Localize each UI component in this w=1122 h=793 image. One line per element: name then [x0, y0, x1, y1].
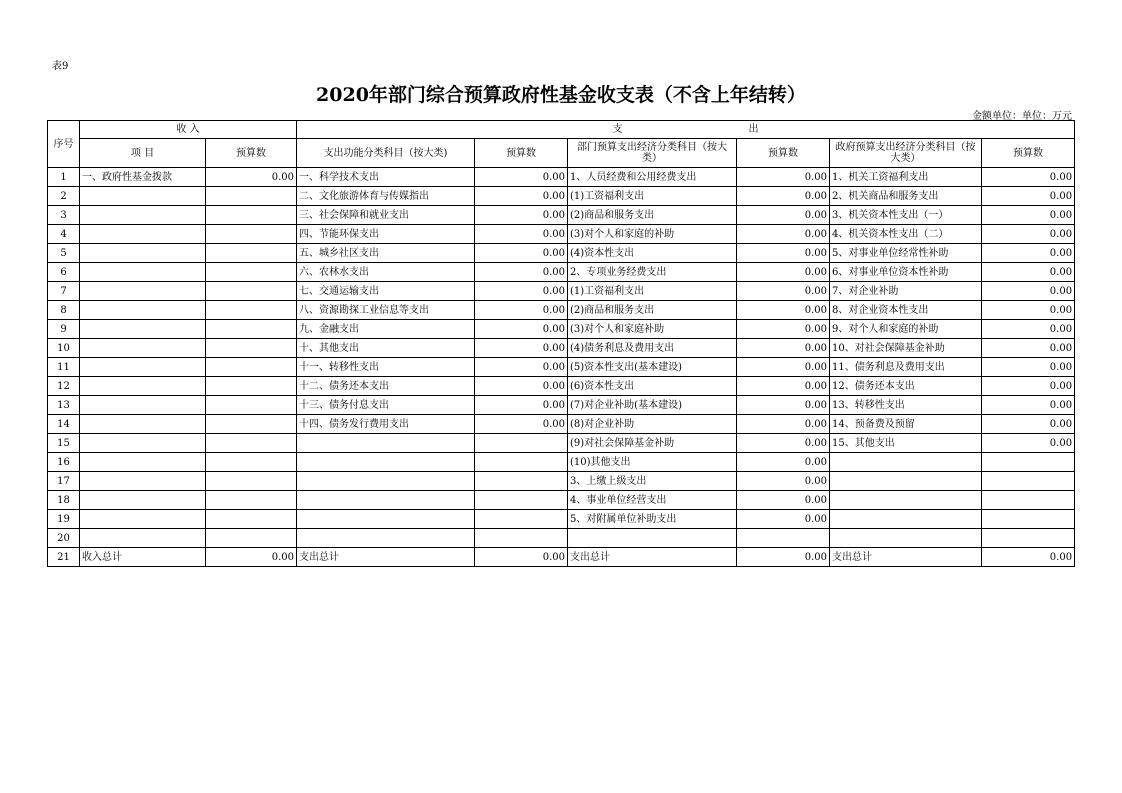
gov-budget-cell: 0.00 — [982, 301, 1075, 320]
expense-header-char-2: 出 — [748, 124, 759, 135]
gov-budget-cell — [982, 491, 1075, 510]
table-number: 表9 — [52, 61, 69, 72]
table-row — [48, 225, 1075, 244]
table-row — [48, 510, 1075, 529]
func-class-cell: 支出总计 — [297, 548, 475, 567]
func-budget-cell: 0.00 — [475, 301, 568, 320]
gov-econ-cell: 6、对事业单位资本性补助 — [830, 263, 982, 282]
func-class-cell: 十二、债务还本支出 — [297, 377, 475, 396]
table-row — [48, 434, 1075, 453]
dept-econ-cell: (2)商品和服务支出 — [568, 301, 737, 320]
income-budget-cell — [206, 453, 297, 472]
gov-budget-cell: 0.00 — [982, 206, 1075, 225]
gov-econ-cell: 9、对个人和家庭的补助 — [830, 320, 982, 339]
seq-cell: 21 — [48, 548, 80, 567]
income-item-cell — [80, 510, 206, 529]
dept-econ-cell: (6)资本性支出 — [568, 377, 737, 396]
income-item-cell — [80, 225, 206, 244]
table-row — [48, 472, 1075, 491]
seq-cell: 11 — [48, 358, 80, 377]
dept-econ-cell: (8)对企业补助 — [568, 415, 737, 434]
income-budget-cell — [206, 244, 297, 263]
seq-cell: 2 — [48, 187, 80, 206]
income-budget-cell — [206, 491, 297, 510]
dept-budget-cell: 0.00 — [737, 263, 830, 282]
income-budget-cell — [206, 415, 297, 434]
gov-econ-header: 政府预算支出经济分类科目（按大类） — [830, 139, 982, 168]
table-row — [48, 529, 1075, 548]
gov-econ-cell: 11、债务利息及费用支出 — [830, 358, 982, 377]
gov-econ-cell: 3、机关资本性支出（一） — [830, 206, 982, 225]
dept-budget-cell: 0.00 — [737, 187, 830, 206]
seq-cell: 17 — [48, 472, 80, 491]
gov-econ-cell: 5、对事业单位经常性补助 — [830, 244, 982, 263]
income-item-cell — [80, 282, 206, 301]
gov-budget-cell: 0.00 — [982, 282, 1075, 301]
func-class-cell — [297, 491, 475, 510]
seq-cell: 19 — [48, 510, 80, 529]
dept-budget-cell: 0.00 — [737, 453, 830, 472]
gov-budget-cell — [982, 510, 1075, 529]
income-budget-cell — [206, 510, 297, 529]
seq-cell: 5 — [48, 244, 80, 263]
dept-budget-cell: 0.00 — [737, 225, 830, 244]
dept-budget-cell: 0.00 — [737, 396, 830, 415]
income-header: 收 入 — [80, 121, 297, 139]
page-title: 2020年部门综合预算政府性基金收支表（不含上年结转） — [316, 84, 806, 106]
func-class-cell: 六、农林水支出 — [297, 263, 475, 282]
func-class-cell: 十一、转移性支出 — [297, 358, 475, 377]
income-budget-cell — [206, 301, 297, 320]
seq-cell: 8 — [48, 301, 80, 320]
dept-econ-cell: 4、事业单位经营支出 — [568, 491, 737, 510]
expense-header-char-1: 支 — [612, 124, 623, 135]
table-row — [48, 187, 1075, 206]
income-budget-cell: 0.00 — [206, 168, 297, 187]
gov-budget-cell — [982, 472, 1075, 491]
func-class-cell: 八、资源勘探工业信息等支出 — [297, 301, 475, 320]
dept-econ-cell: 1、人员经费和公用经费支出 — [568, 168, 737, 187]
gov-budget-cell: 0.00 — [982, 168, 1075, 187]
dept-budget-cell: 0.00 — [737, 510, 830, 529]
seq-cell: 6 — [48, 263, 80, 282]
table-row — [48, 244, 1075, 263]
table-row — [48, 168, 1075, 187]
func-budget-cell — [475, 472, 568, 491]
income-budget-cell — [206, 320, 297, 339]
func-class-cell: 四、节能环保支出 — [297, 225, 475, 244]
func-budget-header: 预算数 — [475, 139, 568, 168]
income-budget-cell — [206, 358, 297, 377]
func-class-cell: 七、交通运输支出 — [297, 282, 475, 301]
gov-econ-cell: 8、对企业资本性支出 — [830, 301, 982, 320]
income-budget-cell — [206, 339, 297, 358]
income-budget-cell — [206, 472, 297, 491]
dept-econ-cell: (4)债务利息及费用支出 — [568, 339, 737, 358]
table-row — [48, 263, 1075, 282]
gov-econ-cell: 13、转移性支出 — [830, 396, 982, 415]
dept-econ-cell: (7)对企业补助(基本建设) — [568, 396, 737, 415]
dept-econ-cell: 5、对附属单位补助支出 — [568, 510, 737, 529]
table-row — [48, 206, 1075, 225]
func-class-cell: 十四、债务发行费用支出 — [297, 415, 475, 434]
income-budget-cell: 0.00 — [206, 548, 297, 567]
income-item-cell — [80, 206, 206, 225]
income-item-cell — [80, 263, 206, 282]
table-row — [48, 377, 1075, 396]
header-row-2 — [48, 139, 1075, 168]
table-row — [48, 282, 1075, 301]
income-budget-cell — [206, 377, 297, 396]
dept-budget-cell — [737, 529, 830, 548]
income-item-cell — [80, 377, 206, 396]
gov-econ-cell: 7、对企业补助 — [830, 282, 982, 301]
gov-budget-header: 预算数 — [982, 139, 1075, 168]
income-budget-cell — [206, 434, 297, 453]
func-budget-cell — [475, 510, 568, 529]
dept-econ-cell: (3)对个人和家庭的补助 — [568, 225, 737, 244]
func-class-cell — [297, 453, 475, 472]
dept-budget-cell: 0.00 — [737, 206, 830, 225]
table-row — [48, 301, 1075, 320]
income-budget-cell — [206, 396, 297, 415]
table-row — [48, 339, 1075, 358]
income-budget-cell — [206, 282, 297, 301]
budget-table — [47, 120, 1075, 567]
income-budget-cell — [206, 225, 297, 244]
func-budget-cell — [475, 434, 568, 453]
dept-econ-cell: 2、专项业务经费支出 — [568, 263, 737, 282]
func-budget-cell: 0.00 — [475, 263, 568, 282]
func-budget-cell: 0.00 — [475, 187, 568, 206]
func-class-cell — [297, 472, 475, 491]
table-row — [48, 415, 1075, 434]
gov-budget-cell — [982, 529, 1075, 548]
seq-cell: 1 — [48, 168, 80, 187]
func-class-cell: 十、其他支出 — [297, 339, 475, 358]
func-budget-cell: 0.00 — [475, 377, 568, 396]
dept-budget-cell: 0.00 — [737, 415, 830, 434]
func-class-cell — [297, 510, 475, 529]
income-budget-cell — [206, 187, 297, 206]
income-budget-cell — [206, 206, 297, 225]
income-item-cell — [80, 396, 206, 415]
gov-econ-cell: 15、其他支出 — [830, 434, 982, 453]
dept-econ-cell: 支出总计 — [568, 548, 737, 567]
dept-budget-header: 预算数 — [737, 139, 830, 168]
income-item-cell — [80, 491, 206, 510]
func-budget-cell: 0.00 — [475, 206, 568, 225]
gov-budget-cell: 0.00 — [982, 377, 1075, 396]
income-budget-header: 预算数 — [206, 139, 297, 168]
dept-econ-cell: (9)对社会保障基金补助 — [568, 434, 737, 453]
gov-econ-cell — [830, 472, 982, 491]
income-item-cell — [80, 244, 206, 263]
gov-econ-cell: 支出总计 — [830, 548, 982, 567]
dept-budget-cell: 0.00 — [737, 491, 830, 510]
income-item-cell: 收入总计 — [80, 548, 206, 567]
func-budget-cell: 0.00 — [475, 358, 568, 377]
gov-budget-cell: 0.00 — [982, 187, 1075, 206]
gov-budget-cell: 0.00 — [982, 244, 1075, 263]
dept-econ-cell: (4)资本性支出 — [568, 244, 737, 263]
seq-cell: 16 — [48, 453, 80, 472]
seq-cell: 12 — [48, 377, 80, 396]
income-item-cell — [80, 320, 206, 339]
gov-econ-cell — [830, 491, 982, 510]
dept-budget-cell: 0.00 — [737, 358, 830, 377]
table-row — [48, 453, 1075, 472]
gov-budget-cell — [982, 453, 1075, 472]
gov-budget-cell: 0.00 — [982, 358, 1075, 377]
income-item-cell — [80, 187, 206, 206]
gov-econ-cell: 10、对社会保障基金补助 — [830, 339, 982, 358]
dept-budget-cell: 0.00 — [737, 339, 830, 358]
amount-unit: 金额单位：单位：万元 — [972, 111, 1072, 122]
seq-cell: 7 — [48, 282, 80, 301]
gov-econ-cell: 4、机关资本性支出（二） — [830, 225, 982, 244]
dept-econ-cell: (5)资本性支出(基本建设) — [568, 358, 737, 377]
gov-econ-cell — [830, 510, 982, 529]
seq-cell: 20 — [48, 529, 80, 548]
income-item-cell — [80, 358, 206, 377]
seq-cell: 13 — [48, 396, 80, 415]
func-class-cell: 十三、债务付息支出 — [297, 396, 475, 415]
table-row — [48, 320, 1075, 339]
income-item-cell — [80, 453, 206, 472]
gov-econ-cell: 12、债务还本支出 — [830, 377, 982, 396]
income-item-cell — [80, 529, 206, 548]
dept-econ-cell: (1)工资福利支出 — [568, 187, 737, 206]
func-class-cell — [297, 529, 475, 548]
dept-budget-cell: 0.00 — [737, 472, 830, 491]
func-budget-cell: 0.00 — [475, 244, 568, 263]
income-item-cell — [80, 339, 206, 358]
header-row-1 — [48, 121, 1075, 139]
dept-budget-cell: 0.00 — [737, 320, 830, 339]
func-class-cell: 九、金融支出 — [297, 320, 475, 339]
table-row — [48, 396, 1075, 415]
dept-budget-cell: 0.00 — [737, 168, 830, 187]
gov-budget-cell: 0.00 — [982, 548, 1075, 567]
func-class-cell: 一、科学技术支出 — [297, 168, 475, 187]
dept-budget-cell: 0.00 — [737, 282, 830, 301]
income-item-cell — [80, 434, 206, 453]
gov-budget-cell: 0.00 — [982, 225, 1075, 244]
dept-budget-cell: 0.00 — [737, 434, 830, 453]
func-budget-cell: 0.00 — [475, 396, 568, 415]
seq-cell: 4 — [48, 225, 80, 244]
func-budget-cell — [475, 491, 568, 510]
gov-budget-cell: 0.00 — [982, 320, 1075, 339]
dept-budget-cell: 0.00 — [737, 377, 830, 396]
dept-econ-cell — [568, 529, 737, 548]
income-budget-cell — [206, 529, 297, 548]
func-budget-cell: 0.00 — [475, 548, 568, 567]
gov-budget-cell: 0.00 — [982, 396, 1075, 415]
dept-econ-cell: (10)其他支出 — [568, 453, 737, 472]
gov-budget-cell: 0.00 — [982, 434, 1075, 453]
func-class-cell: 二、文化旅游体育与传媒指出 — [297, 187, 475, 206]
dept-budget-cell: 0.00 — [737, 301, 830, 320]
expense-header — [297, 121, 1075, 139]
income-budget-cell — [206, 263, 297, 282]
func-budget-cell: 0.00 — [475, 320, 568, 339]
income-item-cell — [80, 415, 206, 434]
seq-header: 序号 — [48, 121, 80, 168]
gov-econ-cell: 2、机关商品和服务支出 — [830, 187, 982, 206]
func-budget-cell: 0.00 — [475, 339, 568, 358]
gov-econ-cell: 1、机关工资福利支出 — [830, 168, 982, 187]
dept-econ-cell: (3)对个人和家庭补助 — [568, 320, 737, 339]
seq-cell: 15 — [48, 434, 80, 453]
dept-econ-header: 部门预算支出经济分类科目（按大类） — [568, 139, 737, 168]
func-budget-cell: 0.00 — [475, 282, 568, 301]
func-class-cell: 三、社会保障和就业支出 — [297, 206, 475, 225]
seq-cell: 14 — [48, 415, 80, 434]
seq-cell: 9 — [48, 320, 80, 339]
dept-budget-cell: 0.00 — [737, 548, 830, 567]
seq-cell: 18 — [48, 491, 80, 510]
table-row — [48, 358, 1075, 377]
dept-econ-cell: (1)工资福利支出 — [568, 282, 737, 301]
func-budget-cell: 0.00 — [475, 415, 568, 434]
dept-econ-cell: (2)商品和服务支出 — [568, 206, 737, 225]
income-item-cell — [80, 301, 206, 320]
total-row — [48, 548, 1075, 567]
seq-cell: 3 — [48, 206, 80, 225]
func-class-header: 支出功能分类科目（按大类) — [297, 139, 475, 168]
func-budget-cell: 0.00 — [475, 225, 568, 244]
seq-cell: 10 — [48, 339, 80, 358]
dept-econ-cell: 3、上缴上级支出 — [568, 472, 737, 491]
dept-budget-cell: 0.00 — [737, 244, 830, 263]
gov-budget-cell: 0.00 — [982, 415, 1075, 434]
func-budget-cell — [475, 453, 568, 472]
income-item-header: 项 目 — [80, 139, 206, 168]
func-budget-cell: 0.00 — [475, 168, 568, 187]
gov-budget-cell: 0.00 — [982, 263, 1075, 282]
func-budget-cell — [475, 529, 568, 548]
func-class-cell — [297, 434, 475, 453]
func-class-cell: 五、城乡社区支出 — [297, 244, 475, 263]
gov-econ-cell — [830, 529, 982, 548]
gov-budget-cell: 0.00 — [982, 339, 1075, 358]
income-item-cell: 一、政府性基金拨款 — [80, 168, 206, 187]
income-item-cell — [80, 472, 206, 491]
table-row — [48, 491, 1075, 510]
gov-econ-cell — [830, 453, 982, 472]
gov-econ-cell: 14、预备费及预留 — [830, 415, 982, 434]
